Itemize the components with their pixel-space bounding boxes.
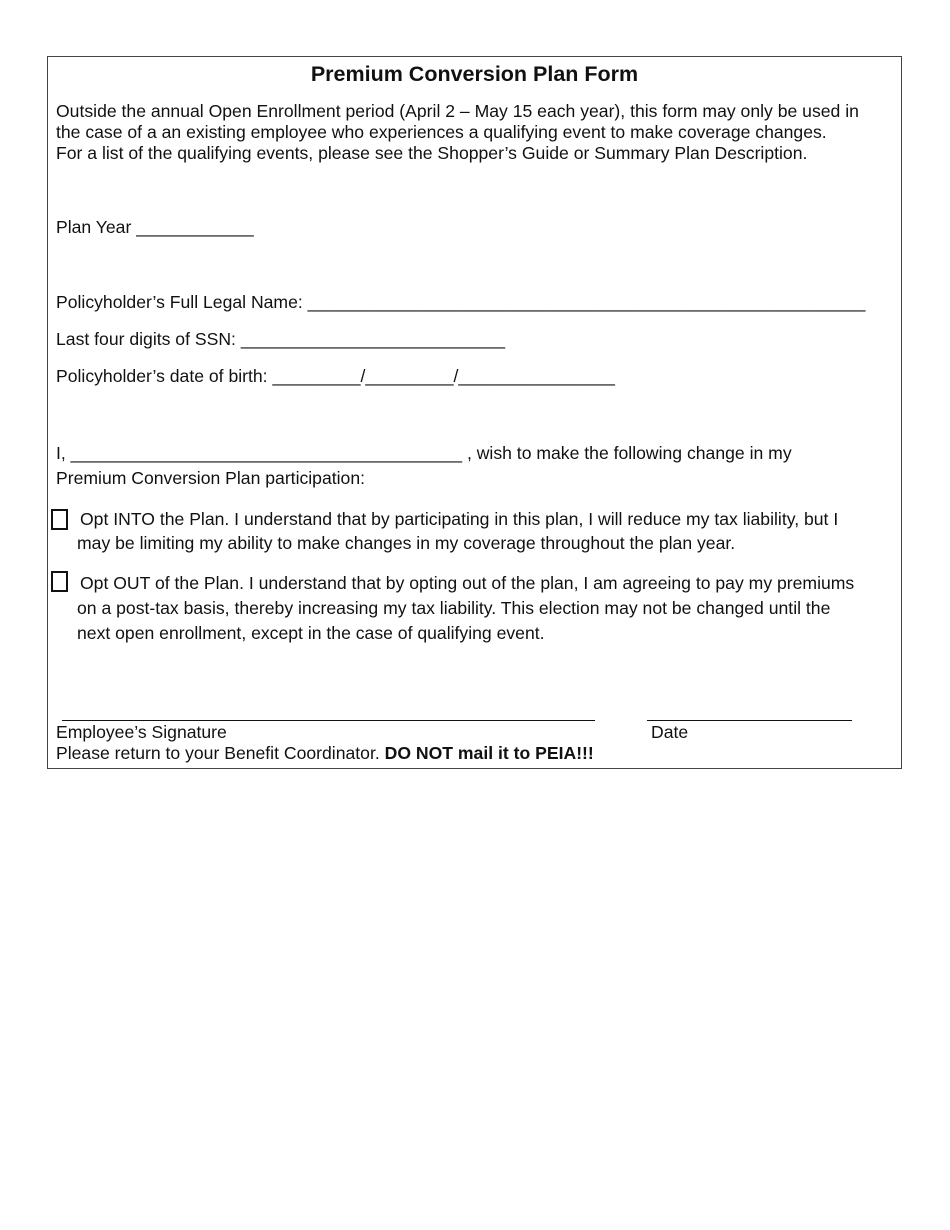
date-line[interactable] (647, 720, 852, 721)
intro-line: the case of a an existing employee who experiences a qualifying event to make coverage changes. (56, 122, 827, 142)
return-warning: DO NOT mail it to PEIA!!! (384, 743, 594, 763)
return-instructions (56, 743, 594, 764)
premium-conversion-form (47, 56, 902, 769)
opt-out-checkbox[interactable] (51, 571, 68, 592)
full-legal-name-field[interactable]: Policyholder’s Full Legal Name: _________________________________________________________ (56, 292, 866, 312)
date-of-birth-field[interactable]: Policyholder’s date of birth: _________/_________/________________ (56, 366, 615, 386)
opt-in-text: Opt INTO the Plan. I understand that by participating in this plan, I will reduce my tax liability, but I (80, 509, 839, 529)
intro-paragraph (56, 101, 859, 164)
opt-out-text: Opt OUT of the Plan. I understand that by opting out of the plan, I am agreeing to pay my premiums (80, 573, 855, 593)
statement-continuation: Premium Conversion Plan participation: (56, 468, 366, 488)
intro-line: Outside the annual Open Enrollment period (April 2 – May 15 each year), this form may only be used in (56, 101, 859, 121)
signature-line[interactable] (62, 720, 595, 721)
opt-in-text: may be limiting my ability to make changes in my coverage throughout the plan year. (77, 533, 736, 553)
form-title: Premium Conversion Plan Form (310, 62, 639, 86)
opt-out-text: next open enrollment, except in the case of qualifying event. (77, 623, 545, 643)
employee-name-statement[interactable]: I, ________________________________________ , wish to make the following change in my (56, 443, 792, 463)
date-label: Date (651, 722, 689, 742)
return-note: Please return to your Benefit Coordinator. (56, 743, 380, 763)
signature-label: Employee’s Signature (56, 722, 227, 742)
plan-year-field[interactable]: Plan Year ____________ (56, 217, 254, 237)
ssn-last-four-field[interactable]: Last four digits of SSN: ___________________________ (56, 329, 506, 349)
intro-line: For a list of the qualifying events, please see the Shopper’s Guide or Summary Plan Description. (56, 143, 808, 163)
opt-out-text: on a post-tax basis, thereby increasing my tax liability. This election may not be changed until the (77, 598, 831, 618)
opt-in-checkbox[interactable] (51, 509, 68, 530)
